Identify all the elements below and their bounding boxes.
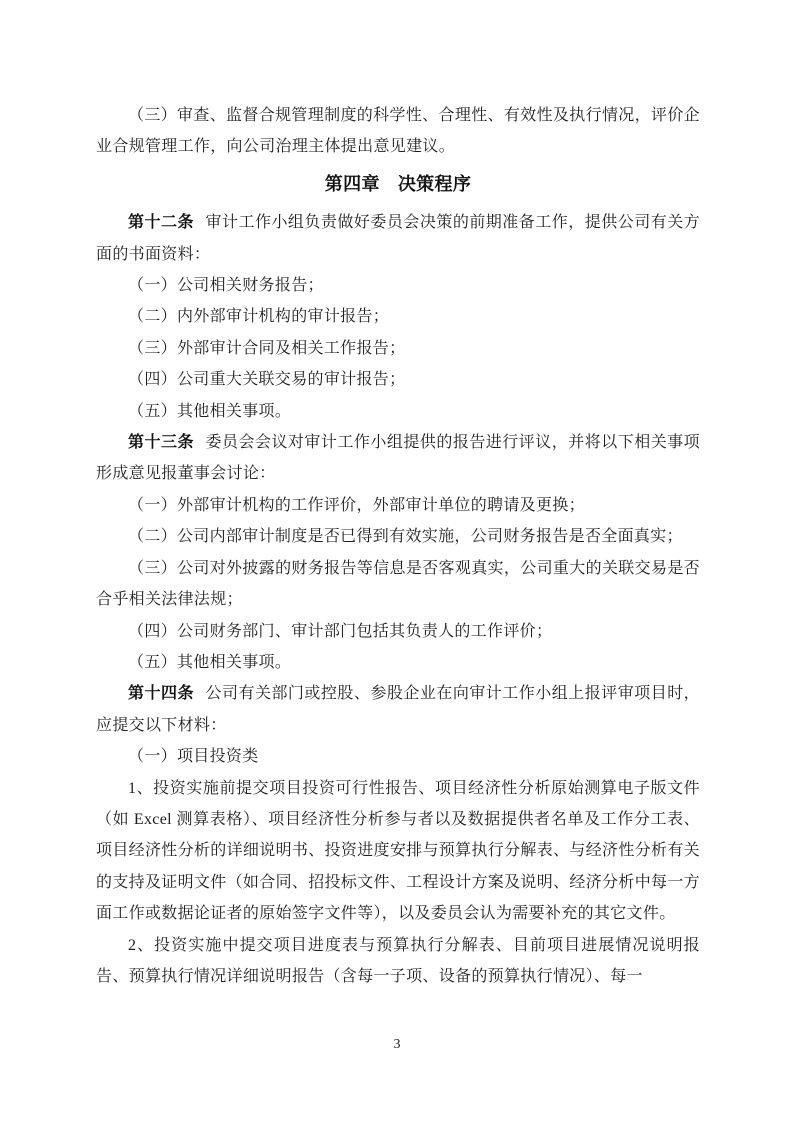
article-14-numbered-item-1: 1、投资实施前提交项目投资可行性报告、项目经济性分析原始测算电子版文件（如 Excel 测算表格）、项目经济性分析参与者以及数据提供者名单及工作分工表、项目经济性分析的详细说明书、投资进度安排与预算执行分解表、与经济性分析有关的支持及证明文件（如合同、招投标文件、工程设计方案及说明、经济分析中每一方面工作或数据论证者的原始签字文件等），以及委员会认为需要补充的其它文件。	[96, 779, 700, 923]
article-14-numbered-item-2: 2、投资实施中提交项目进度表与预算执行分解表、目前项目进展情况说明报告、预算执行情况详细说明报告（含每一子项、设备的预算执行情况）、每一	[96, 936, 700, 985]
chapter-number: 第四章	[324, 173, 380, 194]
article-14-text: 公司有关部门或控股、参股企业在向审计工作小组上报评审项目时，应提交以下材料：	[96, 685, 701, 734]
article-12-text: 审计工作小组负责做好委员会决策的前期准备工作，提供公司有关方面的书面资料：	[96, 214, 701, 263]
article-13	[96, 427, 700, 490]
article-12-item-5: （五）其他相关事项。	[128, 402, 292, 420]
article-13-item-4: （四）公司财务部门、审计部门包括其负责人的工作评价；	[128, 622, 553, 640]
page-footer	[0, 1036, 794, 1054]
article-13-term: 第十三条	[128, 434, 194, 452]
article-14	[96, 678, 700, 741]
article-12-term: 第十二条	[128, 214, 194, 232]
chapter-title: 决策程序	[397, 173, 472, 194]
article-13-item-5: （五）其他相关事项。	[128, 653, 292, 671]
page-number: 3	[393, 1037, 401, 1052]
article-14-category: （一）项目投资类	[128, 748, 259, 766]
article-12-item-1: （一）公司相关财务报告；	[128, 277, 324, 295]
page-content	[96, 100, 700, 992]
chapter-heading	[96, 169, 700, 200]
article-14-term: 第十四条	[128, 685, 194, 703]
article-13-item-1: （一）外部审计机构的工作评价，外部审计单位的聘请及更换；	[128, 496, 585, 514]
article-12-item-4: （四）公司重大关联交易的审计报告；	[128, 371, 406, 389]
article-13-text: 委员会会议对审计工作小组提供的报告进行评议，并将以下相关事项形成意见报董事会讨论：	[96, 434, 701, 483]
article-12-item-2: （二）内外部审计机构的审计报告；	[128, 308, 390, 326]
article-13-item-2: （二）公司内部审计制度是否已得到有效实施，公司财务报告是否全面真实；	[128, 528, 683, 546]
intro-list-item: （三）审查、监督合规管理制度的科学性、合理性、有效性及执行情况，评价企业合规管理工作，向公司治理主体提出意见建议。	[96, 107, 700, 156]
article-12	[96, 207, 700, 270]
article-12-item-3: （三）外部审计合同及相关工作报告；	[128, 339, 406, 357]
article-13-item-3: （三）公司对外披露的财务报告等信息是否客观真实，公司重大的关联交易是否合乎相关法律法规；	[96, 559, 700, 609]
